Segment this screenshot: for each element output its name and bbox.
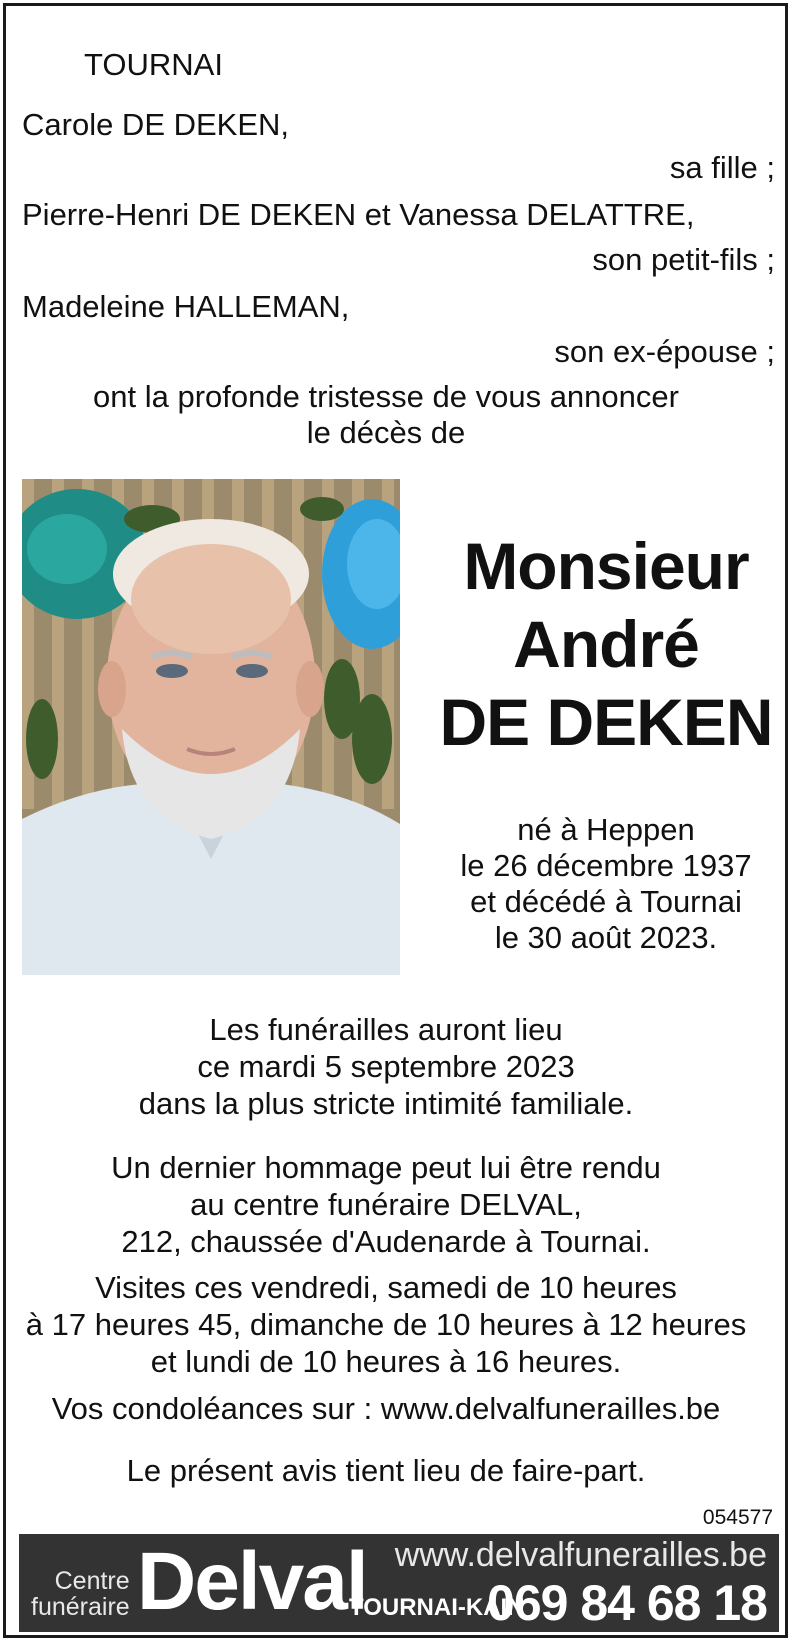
obituary-frame: [3, 3, 788, 1638]
centre-label-line: funéraire: [31, 1593, 130, 1621]
family-member-name: Carole DE DEKEN,: [22, 107, 290, 142]
portrait-illustration: [22, 479, 400, 975]
visits-line: Visites ces vendredi, samedi de 10 heures: [95, 1270, 677, 1305]
death-place: et décédé à Tournai: [470, 884, 742, 919]
family-member-relation: son ex-épouse ;: [554, 334, 775, 369]
announcement-line: le décès de: [306, 415, 466, 450]
reference-number: 054577: [702, 1506, 773, 1529]
funeral-home-banner: [19, 1534, 779, 1632]
tribute-line: 212, chaussée d'Audenarde à Tournai.: [121, 1224, 651, 1259]
notice-line: Le présent avis tient lieu de faire-part.: [126, 1453, 646, 1488]
tribute-line: Un dernier hommage peut lui être rendu: [111, 1150, 661, 1185]
announcement-line: ont la profonde tristesse de vous annoncer: [93, 379, 679, 414]
deceased-title: Monsieur: [463, 529, 749, 603]
funeral-line: Les funérailles auront lieu: [209, 1012, 563, 1047]
birth-place: né à Heppen: [517, 812, 695, 847]
website-link[interactable]: www.delvalfunerailles.be: [394, 1536, 767, 1574]
visits-line: et lundi de 10 heures à 16 heures.: [150, 1344, 622, 1379]
centre-label: [31, 1568, 130, 1620]
city-label: TOURNAI: [84, 47, 223, 82]
funeral-line: ce mardi 5 septembre 2023: [197, 1049, 575, 1084]
family-member-relation: sa fille ;: [669, 150, 775, 185]
visits-line: à 17 heures 45, dimanche de 10 heures à 12 heures: [25, 1307, 747, 1342]
deceased-first-name: André: [513, 607, 699, 681]
condolences-line: Vos condoléances sur : www.delvalfunerailles.be: [51, 1391, 721, 1426]
phone-number[interactable]: 069 84 68 18: [487, 1575, 767, 1631]
location-label: TOURNAI-KAIN: [349, 1594, 525, 1621]
centre-label-line: Centre: [54, 1567, 130, 1595]
family-member-name: Pierre-Henri DE DEKEN et Vanessa DELATTRE,: [22, 197, 695, 232]
brand-logo: Delval: [137, 1536, 367, 1627]
funeral-line: dans la plus stricte intimité familiale.: [138, 1086, 634, 1121]
family-member-relation: son petit-fils ;: [592, 242, 775, 277]
deceased-portrait: [22, 479, 400, 975]
deceased-last-name: DE DEKEN: [439, 685, 773, 759]
family-member-name: Madeleine HALLEMAN,: [22, 289, 350, 324]
death-date: le 30 août 2023.: [494, 920, 718, 955]
birth-date: le 26 décembre 1937: [460, 848, 752, 883]
tribute-line: au centre funéraire DELVAL,: [190, 1187, 582, 1222]
